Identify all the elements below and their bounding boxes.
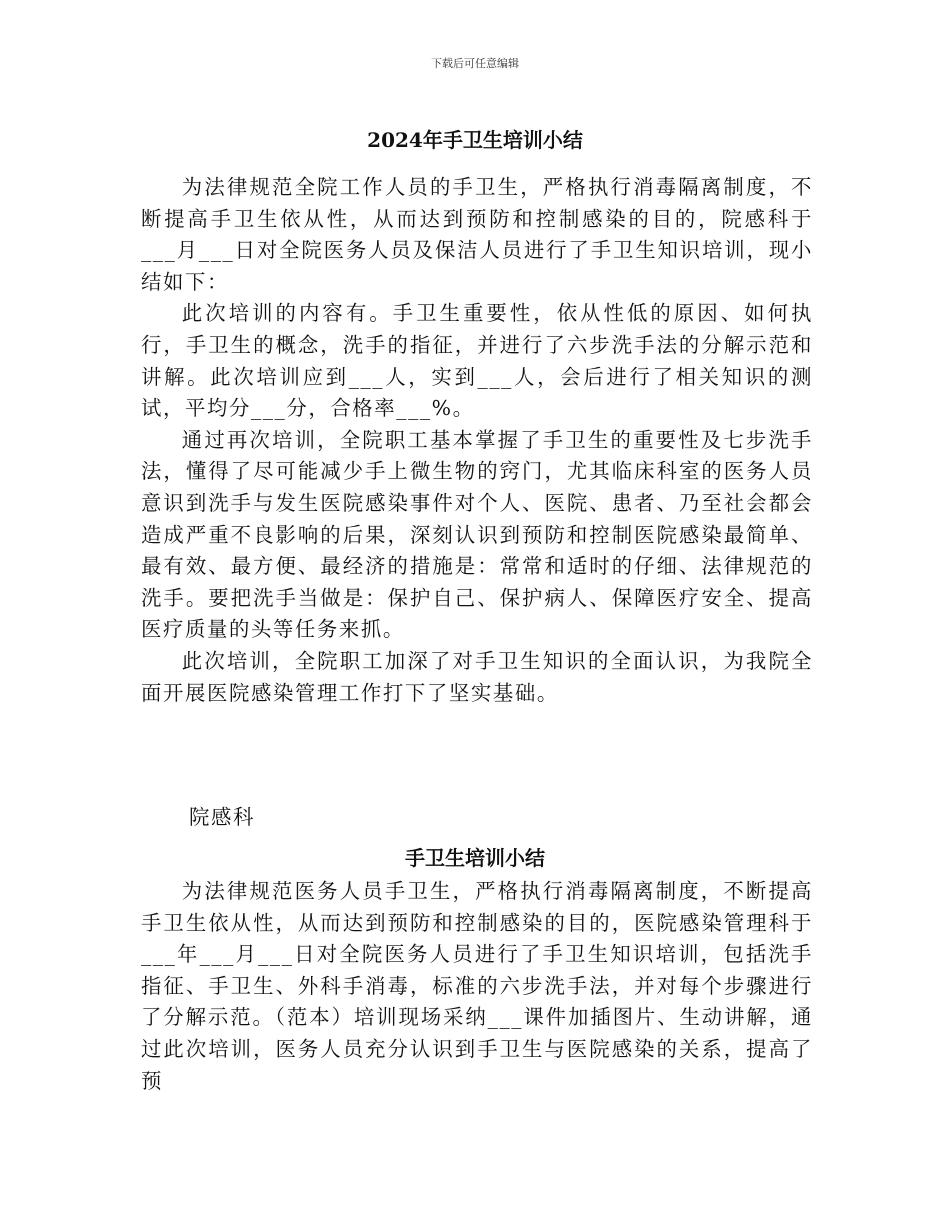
- section-2-body: [141, 876, 813, 1097]
- signoff: 院感科: [189, 805, 255, 829]
- document-title: 2024年手卫生培训小结: [367, 128, 583, 152]
- paragraph: 此次培训的内容有。手卫生重要性，依从性低的原因、如何执行，手卫生的概念，洗手的指征，并进行了六步洗手法的分解示范和讲解。此次培训应到___人，实到___人，会后进行了相关知识的测试，平均分___分，合格率___%。: [141, 301, 813, 421]
- header-note: 下载后可任意编辑: [431, 57, 519, 70]
- section-1-body: [141, 172, 813, 709]
- section-2-title: 手卫生培训小结: [405, 846, 545, 870]
- paragraph: 为法律规范全院工作人员的手卫生，严格执行消毒隔离制度，不断提高手卫生依从性，从而达到预防和控制感染的目的，院感科于___月___日对全院医务人员及保洁人员进行了手卫生知识培训，现小结如下：: [141, 175, 813, 294]
- paragraph: 此次培训，全院职工加深了对手卫生知识的全面认识，为我院全面开展医院感染管理工作打下了坚实基础。: [141, 648, 813, 705]
- paragraph: 通过再次培训，全院职工基本掌握了手卫生的重要性及七步洗手法，懂得了尽可能减少手上微生物的窍门，尤其临床科室的医务人员意识到洗手与发生医院感染事件对个人、医院、患者、乃至社会都会造成严重不良影响的后果，深刻认识到预防和控制医院感染最简单、最有效、最方便、最经济的措施是：常常和适时的仔细、法律规范的洗手。要把洗手当做是：保护自己、保护病人、保障医疗安全、提高医疗质量的头等任务来抓。: [141, 427, 813, 642]
- paragraph: 为法律规范医务人员手卫生，严格执行消毒隔离制度，不断提高手卫生依从性，从而达到预防和控制感染的目的，医院感染管理科于___年___月___日对全院医务人员进行了手卫生知识培训，包括洗手指征、手卫生、外科手消毒，标准的六步洗手法，并对每个步骤进行了分解示范。（范本）培训现场采纳___课件加插图片、生动讲解，通过此次培训，医务人员充分认识到手卫生与医院感染的关系，提高了预: [141, 879, 813, 1093]
